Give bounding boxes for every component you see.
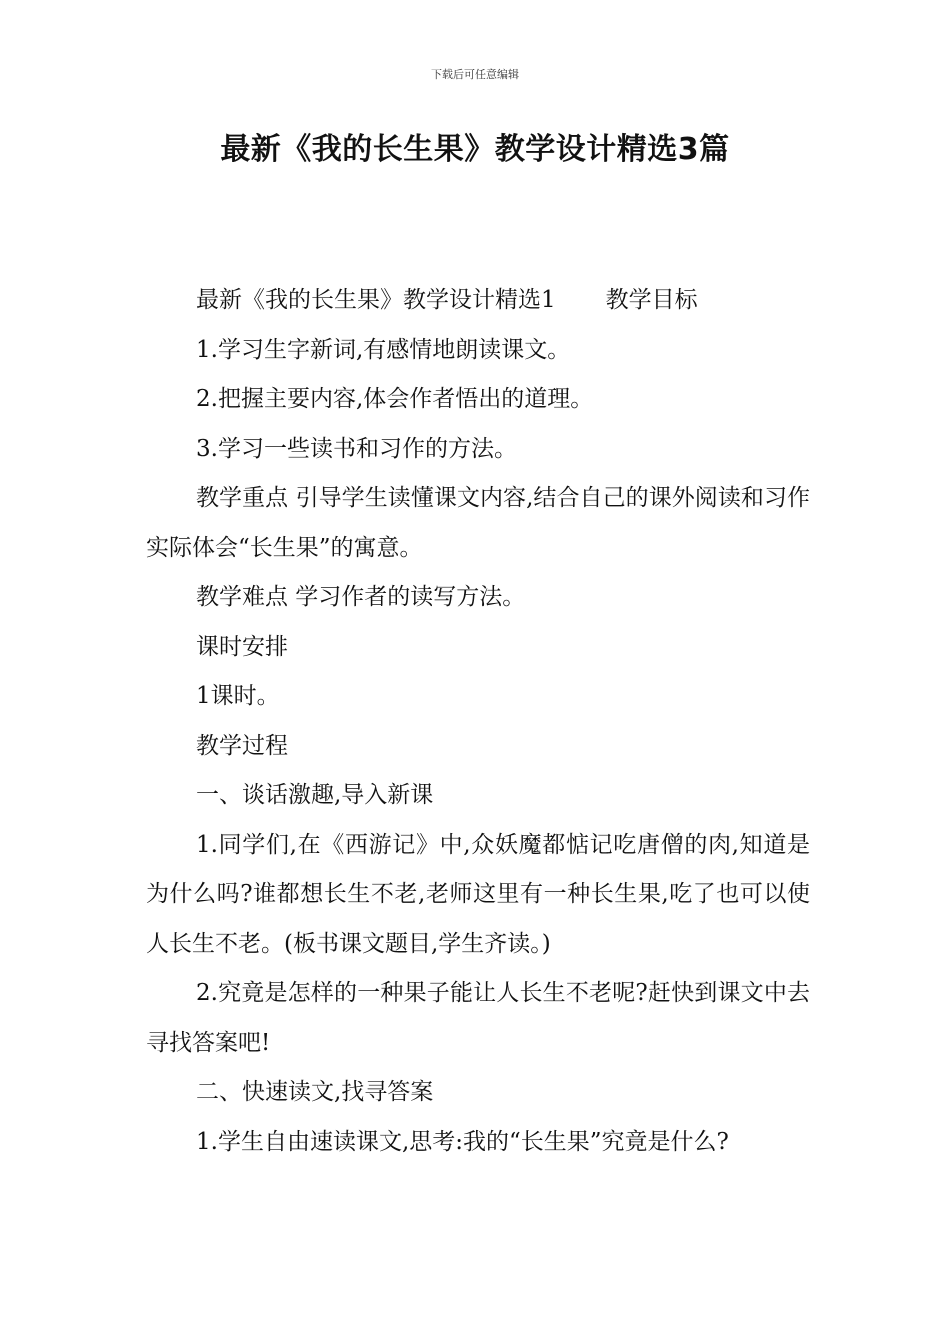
paragraph: 1课时。 <box>196 683 280 709</box>
paragraph: 1.学生自由速读课文,思考:我的“长生果”究竟是什么? <box>196 1128 729 1155</box>
paragraph: 课时安排 <box>196 633 288 660</box>
document-title: 最新《我的长生果》教学设计精选3篇 <box>220 132 730 167</box>
header-note: 下载后可任意编辑 <box>431 68 519 81</box>
section-title: 最新《我的长生果》教学设计精选1 <box>196 287 556 313</box>
paragraph: 2.把握主要内容,体会作者悟出的道理。 <box>196 386 594 412</box>
document-body <box>146 276 810 1167</box>
section-heading: 教学目标 <box>605 287 698 313</box>
paragraph: 2.究竟是怎样的一种果子能让人长生不老呢?赶快到课文中去寻找答案吧! <box>146 980 810 1056</box>
paragraph: 1.同学们,在《西游记》中,众妖魔都惦记吃唐僧的肉,知道是为什么吗?谁都想长生不老,老师这里有一种长生果,吃了也可以使人长生不老。(板书课文题目,学生齐读。) <box>146 831 810 957</box>
paragraph: 1.学习生字新词,有感情地朗读课文。 <box>196 336 571 363</box>
paragraph: 一、谈话激趣,导入新课 <box>196 782 434 808</box>
intro-line <box>146 276 810 326</box>
paragraph: 教学重点 引导学生读懂课文内容,结合自己的课外阅读和习作实际体会“长生果”的寓意。 <box>146 485 810 561</box>
paragraph: 二、快速读文,找寻答案 <box>196 1079 434 1105</box>
paragraph: 教学难点 学习作者的读写方法。 <box>196 584 526 610</box>
paragraph: 教学过程 <box>196 732 288 759</box>
paragraph: 3.学习一些读书和习作的方法。 <box>196 435 517 462</box>
